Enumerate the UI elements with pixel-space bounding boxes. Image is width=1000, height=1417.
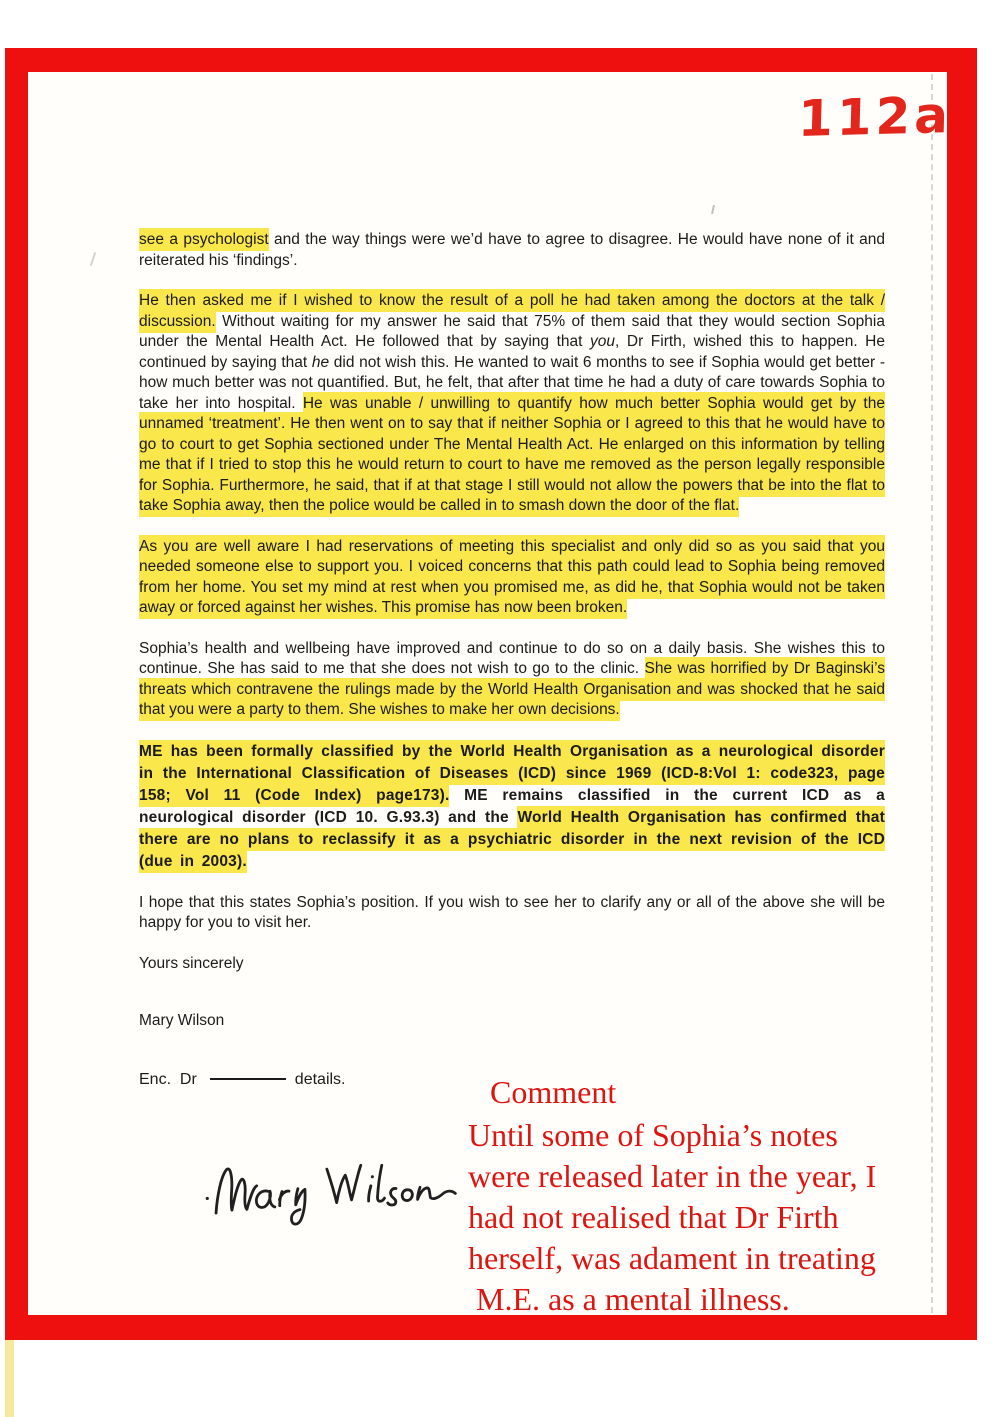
comment-line: Until some of Sophia’s notes: [468, 1117, 838, 1153]
highlighted-text: She was horrified by Dr Baginski’s threats which contravene the rulings made by the World Health Organisation and was shocked that he said that you were a party to them. She wishes to make her own decisions.: [139, 657, 885, 721]
comment-line: M.E. as a mental illness.: [476, 1281, 790, 1317]
page-number-annotation: 112a: [797, 85, 953, 149]
comment-line: herself, was adament in treating: [468, 1240, 876, 1276]
letter-paragraphs: [139, 230, 885, 934]
yellow-edge-strip: [5, 1340, 14, 1417]
highlighted-text: As you are well aware I had reservations of meeting this specialist and only did so as you said that you needed someone else to support you. I voiced concerns that this path could lead to Sophia being removed from her home. You set my mind at rest when you promised me, as did he, that Sophia would not be taken away or forced against her wishes. This promise has now been broken.: [139, 535, 885, 620]
text-segment: did not wish this. He wanted to wait 6 months to see if Sophia would get better - how much better was not quantified. But, he felt, that after that time he had a duty of care towards Sophia to take her into hospital.: [139, 353, 885, 412]
enclosure-suffix: details.: [294, 1070, 346, 1088]
enclosure-prefix: Enc. Dr: [139, 1070, 197, 1088]
text-segment: you: [590, 333, 616, 350]
comment-lines: [468, 1115, 938, 1320]
paragraph: [139, 639, 885, 721]
highlighted-text: see a psychologist: [139, 228, 269, 251]
comment-line: had not realised that Dr Firth: [468, 1199, 839, 1235]
paragraph: [139, 230, 885, 271]
redaction-dash: [210, 1078, 286, 1080]
text-segment: ME remains classified in the current ICD as a neurological disorder (ICD 10. G.93.3) and the: [139, 786, 886, 826]
letter-body: [139, 230, 885, 1090]
text-segment: and the way things were we’d have to agree to disagree. He would have none of it and reiterated his ‘findings’.: [139, 231, 885, 269]
paragraph: [139, 741, 885, 873]
highlighted-text: He was unable / unwilling to quantify how much better Sophia would get by the unnamed ‘treatment’. He then went on to say that if neither Sophia or I agreed to this that he would have to go to court to get Sophia sectioned under The Mental Health Act. He enlarged on this information by telling me that if I tried to stop this he would return to court to have me removed as the person legally responsible for Sophia. Furthermore, he said, that if at that stage I still would not allow the powers that be into the flat to take Sophia away, then the police would be called in to smash down the door of the flat.: [139, 392, 885, 518]
comment-line: were released later in the year, I: [468, 1158, 877, 1194]
text-segment: , Dr Firth, wished this to happen. He continued by saying that: [139, 333, 885, 371]
paragraph: [139, 291, 885, 517]
closing-line: Yours sincerely: [139, 954, 244, 972]
highlighted-text: ME has been formally classified by the World Health Organisation as a neurological disorder in the International Classification of Diseases (ICD) since 1969 (ICD-8:Vol 1: code323, page 158; Vol 11 (Code Index) page173).: [139, 740, 885, 807]
text-segment: Without waiting for my answer he said that 75% of them said that they would section Sophia under the Mental Health Act. He followed that by saying that: [139, 312, 885, 350]
signatory-name: Mary Wilson: [139, 1012, 225, 1029]
text-segment: Sophia’s health and wellbeing have improved and continue to do so on a daily basis. She wishes this to continue. She has said to me that she does not wish to go to the clinic.: [139, 639, 885, 677]
text-segment: he: [311, 353, 330, 371]
highlighted-text: World Health Organisation has confirmed that there are no plans to reclassify it as a psychiatric disorder in the next revision of the ICD (due in 2003).: [139, 806, 885, 873]
highlighted-text: He then asked me if I wished to know the result of a poll he had taken among the doctors at the talk / discussion.: [139, 289, 885, 333]
text-segment: I hope that this states Sophia’s position. If you wish to see her to clarify any or all of the above she will be happy for you to visit her.: [139, 893, 885, 931]
comment-block: [468, 1072, 938, 1320]
comment-title: Comment: [490, 1074, 617, 1110]
paragraph: [139, 893, 885, 934]
paragraph: [139, 537, 885, 619]
